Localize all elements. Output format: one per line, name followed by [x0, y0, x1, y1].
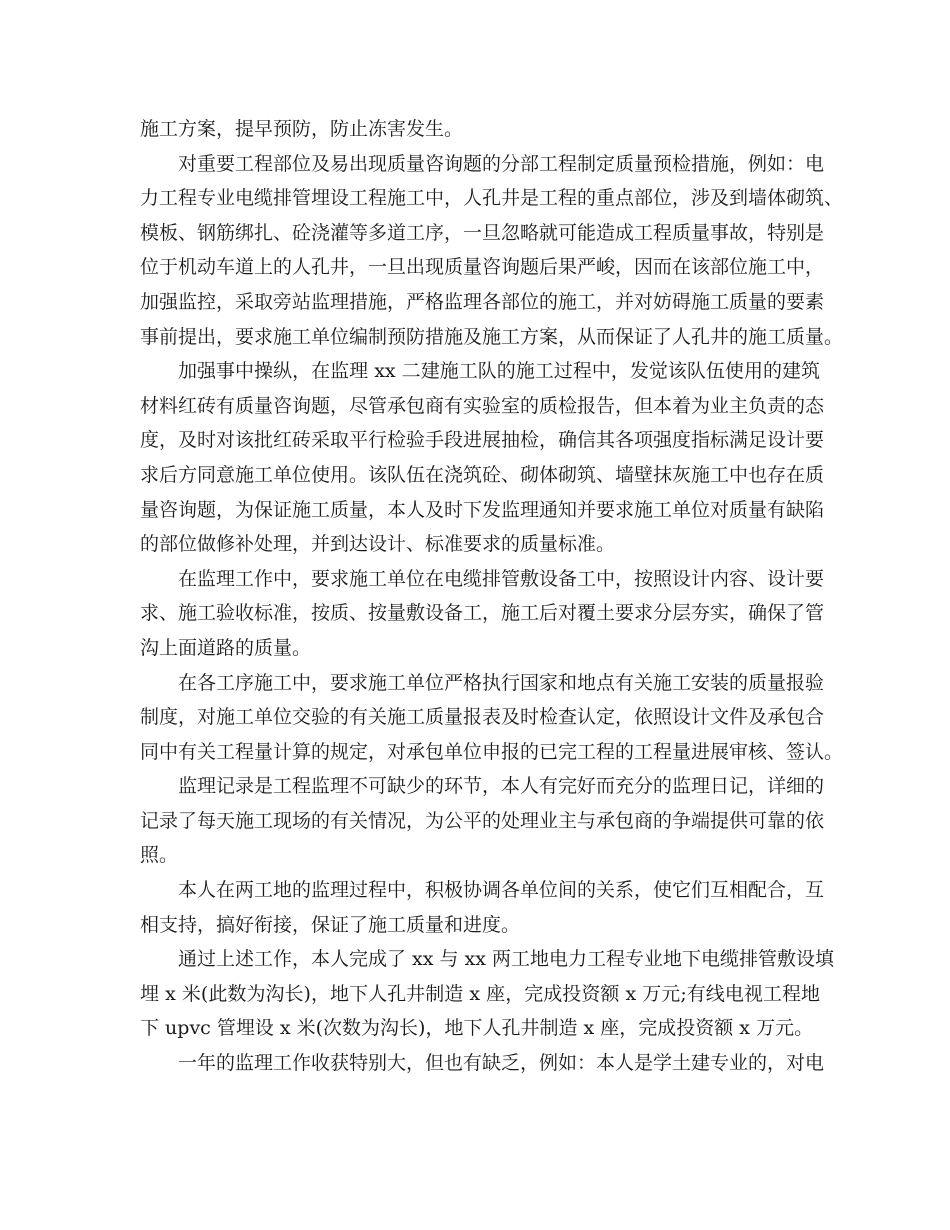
- paragraph: [140, 942, 835, 1046]
- text-line: 制度，对施工单位交验的有关施工质量报表及时检查认定，依照设计文件及承包合: [140, 706, 825, 729]
- text-line: 求后方同意施工单位使用。该队伍在浇筑砼、砌体砌筑、墙壁抹灰施工中也存在质: [140, 463, 825, 486]
- text-line: 对重要工程部位及易出现质量咨询题的分部工程制定质量预检措施，例如：电: [178, 152, 825, 175]
- text-line: 材料红砖有质量咨询题，尽管承包商有实验室的质检报告，但本着为业主负责的态: [140, 394, 825, 417]
- paragraph: [140, 873, 825, 942]
- text-line: 下 upvc 管埋设 x 米(次数为沟长)，地下人孔井制造 x 座，完成投资额 x 万元。: [140, 1017, 814, 1040]
- text-line: 位于机动车道上的人孔井，一旦出现质量咨询题后果严峻，因而在该部位施工中，: [140, 256, 825, 279]
- document-body: [140, 112, 844, 1081]
- text-line: 在监理工作中，要求施工单位在电缆排管敷设备工中，按照设计内容、设计要: [178, 567, 825, 590]
- paragraph: [140, 769, 825, 873]
- text-line: 照。: [140, 844, 179, 867]
- text-line: 在各工序施工中，要求施工单位严格执行国家和地点有关施工安装的质量报验: [178, 671, 825, 694]
- text-line: 埋 x 米(此数为沟长)，地下人孔井制造 x 座，完成投资额 x 万元;有线电视工程地: [140, 982, 820, 1005]
- text-line: 力工程专业电缆排管埋设工程施工中，人孔井是工程的重点部位，涉及到墙体砌筑、: [140, 187, 844, 210]
- text-line: 加强监控，采取旁站监理措施，严格监理各部位的施工，并对妨碍施工质量的要素: [140, 290, 825, 313]
- text-line: 相支持，搞好衔接，保证了施工质量和进度。: [140, 913, 521, 936]
- text-line: 度，及时对该批红砖采取平行检验手段进展抽检，确信其各项强度指标满足设计要: [140, 429, 825, 452]
- text-line: 同中有关工程量计算的规定，对承包单位申报的已完工程的工程量进展审核、签认。: [140, 740, 844, 763]
- text-line: 的部位做修补处理，并到达设计、标准要求的质量标准。: [140, 533, 616, 556]
- paragraph: [140, 354, 825, 562]
- paragraph: [140, 112, 820, 147]
- text-line: 加强事中操纵，在监理 xx 二建施工队的施工过程中，发觉该队伍使用的建筑: [178, 360, 820, 383]
- paragraph: [140, 666, 844, 770]
- text-line: 量咨询题，为保证施工质量，本人及时下发监理通知并要求施工单位对质量有缺陷: [140, 498, 825, 521]
- text-line: 监理记录是工程监理不可缺少的环节，本人有完好而充分的监理日记，详细的: [178, 775, 825, 798]
- text-line: 沟上面道路的质量。: [140, 636, 312, 659]
- text-line: 通过上述工作，本人完成了 xx 与 xx 两工地电力工程专业地下电缆排管敷设填: [178, 948, 835, 971]
- paragraph: [140, 1046, 825, 1081]
- text-line: 求、施工验收标准，按质、按量敷设备工，施工后对覆土要求分层夯实，确保了管: [140, 602, 825, 625]
- paragraph: [140, 147, 844, 355]
- text-line: 模板、钢筋绑扎、砼浇灌等多道工序，一旦忽略就可能造成工程质量事故，特别是: [140, 221, 825, 244]
- text-line: 本人在两工地的监理过程中，积极协调各单位间的关系，使它们互相配合，互: [178, 879, 825, 902]
- paragraph: [140, 562, 825, 666]
- text-line: 施工方案，提早预防，防止冻害发生。: [140, 118, 464, 140]
- text-line: 事前提出，要求施工单位编制预防措施及施工方案，从而保证了人孔井的施工质量。: [140, 325, 844, 348]
- text-line: 一年的监理工作收获特别大，但也有缺乏，例如：本人是学土建专业的，对电: [178, 1052, 825, 1075]
- text-line: 记录了每天施工现场的有关情况，为公平的处理业主与承包商的争端提供可靠的依: [140, 809, 825, 832]
